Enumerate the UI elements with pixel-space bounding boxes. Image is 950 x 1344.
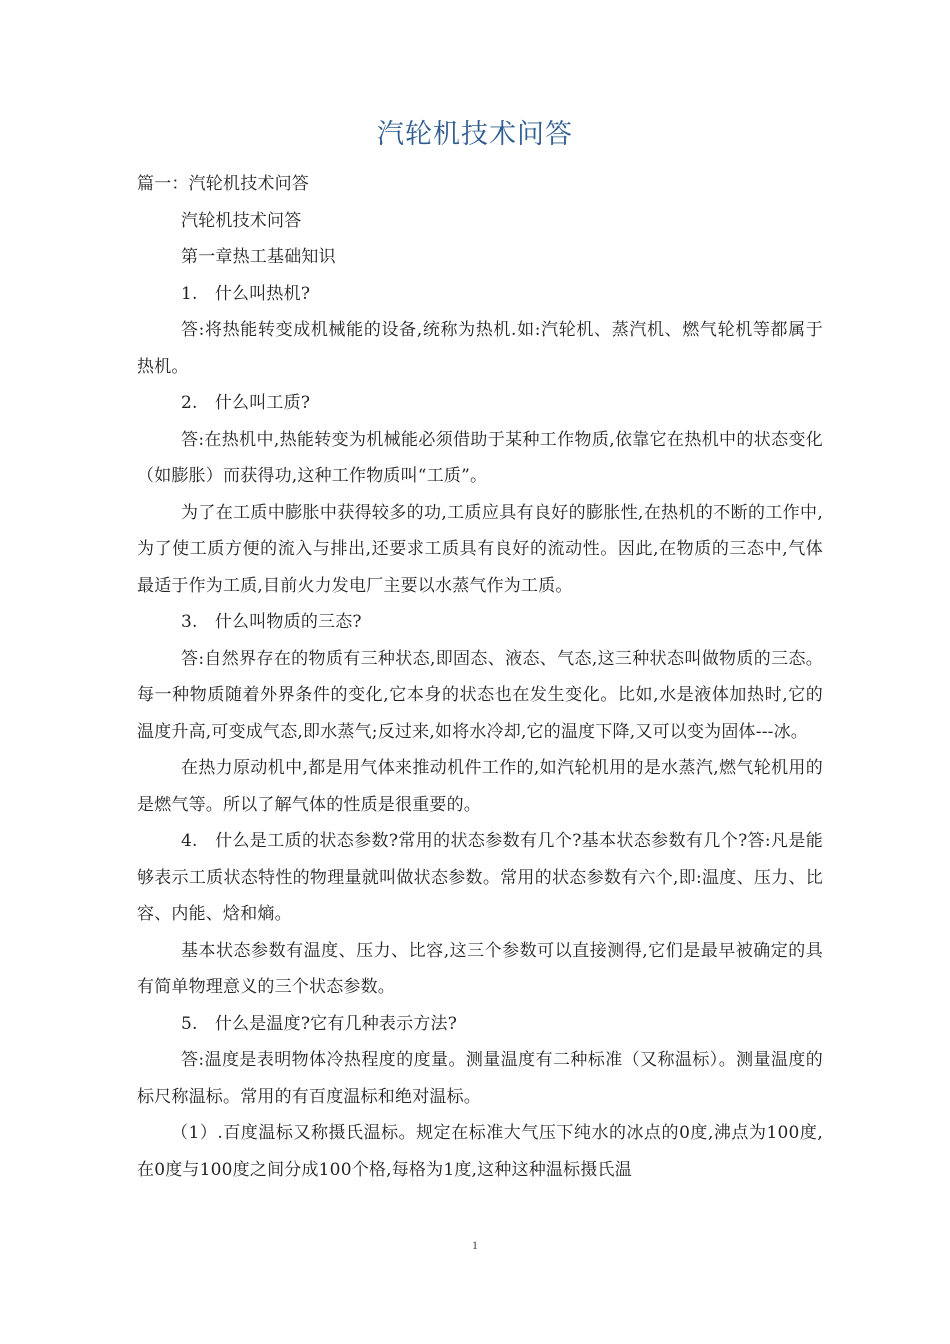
- paragraph-section-label: 篇一：汽轮机技术问答: [137, 174, 309, 194]
- paragraph-subtitle: 汽轮机技术问答: [181, 210, 302, 231]
- question-3: 3. 什么叫物质的三态?: [181, 612, 362, 632]
- question-5: 5. 什么是温度?它有几种表示方法?: [181, 1013, 458, 1034]
- answer-5-item-1: （1）.百度温标又称摄氏温标。规定在标准大气压下纯水的冰点的0度,沸点为100度,在0度与100度之间分成100个格,每格为1度,这种这种温标摄氏温: [137, 1123, 823, 1180]
- answer-1: 答:将热能转变成机械能的设备,统称为热机.如:汽轮机、蒸汽机、燃气轮机等都属于热机。: [137, 320, 823, 377]
- document-body: [137, 166, 823, 1188]
- page-number: 1: [472, 1238, 478, 1252]
- question-1: 1. 什么叫热机?: [181, 283, 311, 304]
- answer-2-continued: 为了在工质中膨胀中获得较多的功,工质应具有良好的膨胀性,在热机的不断的工作中,为了使工质方便的流入与排出,还要求工质具有良好的流动性。因此,在物质的三态中,气体最适于作为工质,目前火力发电厂主要以水蒸气作为工质。: [137, 502, 823, 596]
- answer-2: 答:在热机中,热能转变为机械能必须借助于某种工作物质,依靠它在热机中的状态变化（如膨胀）而获得功,这种工作物质叫“工质”。: [137, 429, 823, 486]
- answer-3: 答:自然界存在的物质有三种状态,即固态、液态、气态,这三种状态叫做物质的三态。每一种物质随着外界条件的变化,它本身的状态也在发生变化。比如,水是液体加热时,它的温度升高,可变成气态,即水蒸气;反过来,如将水冷却,它的温度下降,又可以变为固体---冰。: [137, 648, 823, 742]
- question-2: 2. 什么叫工质?: [181, 393, 311, 413]
- answer-5: 答:温度是表明物体冷热程度的度量。测量温度有二种标准（又称温标）。测量温度的标尺称温标。常用的有百度温标和绝对温标。: [137, 1050, 823, 1107]
- answer-3-continued: 在热力原动机中,都是用气体来推动机件工作的,如汽轮机用的是水蒸汽,燃气轮机用的是燃气等。所以了解气体的性质是很重要的。: [137, 758, 823, 815]
- answer-4-continued: 基本状态参数有温度、压力、比容,这三个参数可以直接测得,它们是最早被确定的具有简单物理意义的三个状态参数。: [137, 940, 823, 997]
- document-title: 汽轮机技术问答: [377, 119, 573, 150]
- paragraph-chapter-heading: 第一章热工基础知识: [181, 247, 336, 267]
- question-4: 4. 什么是工质的状态参数?常用的状态参数有几个?基本状态参数有几个?答:凡是能够表示工质状态特性的物理量就叫做状态参数。常用的状态参数有六个,即:温度、压力、比容、内能、焓和熵。: [137, 831, 823, 924]
